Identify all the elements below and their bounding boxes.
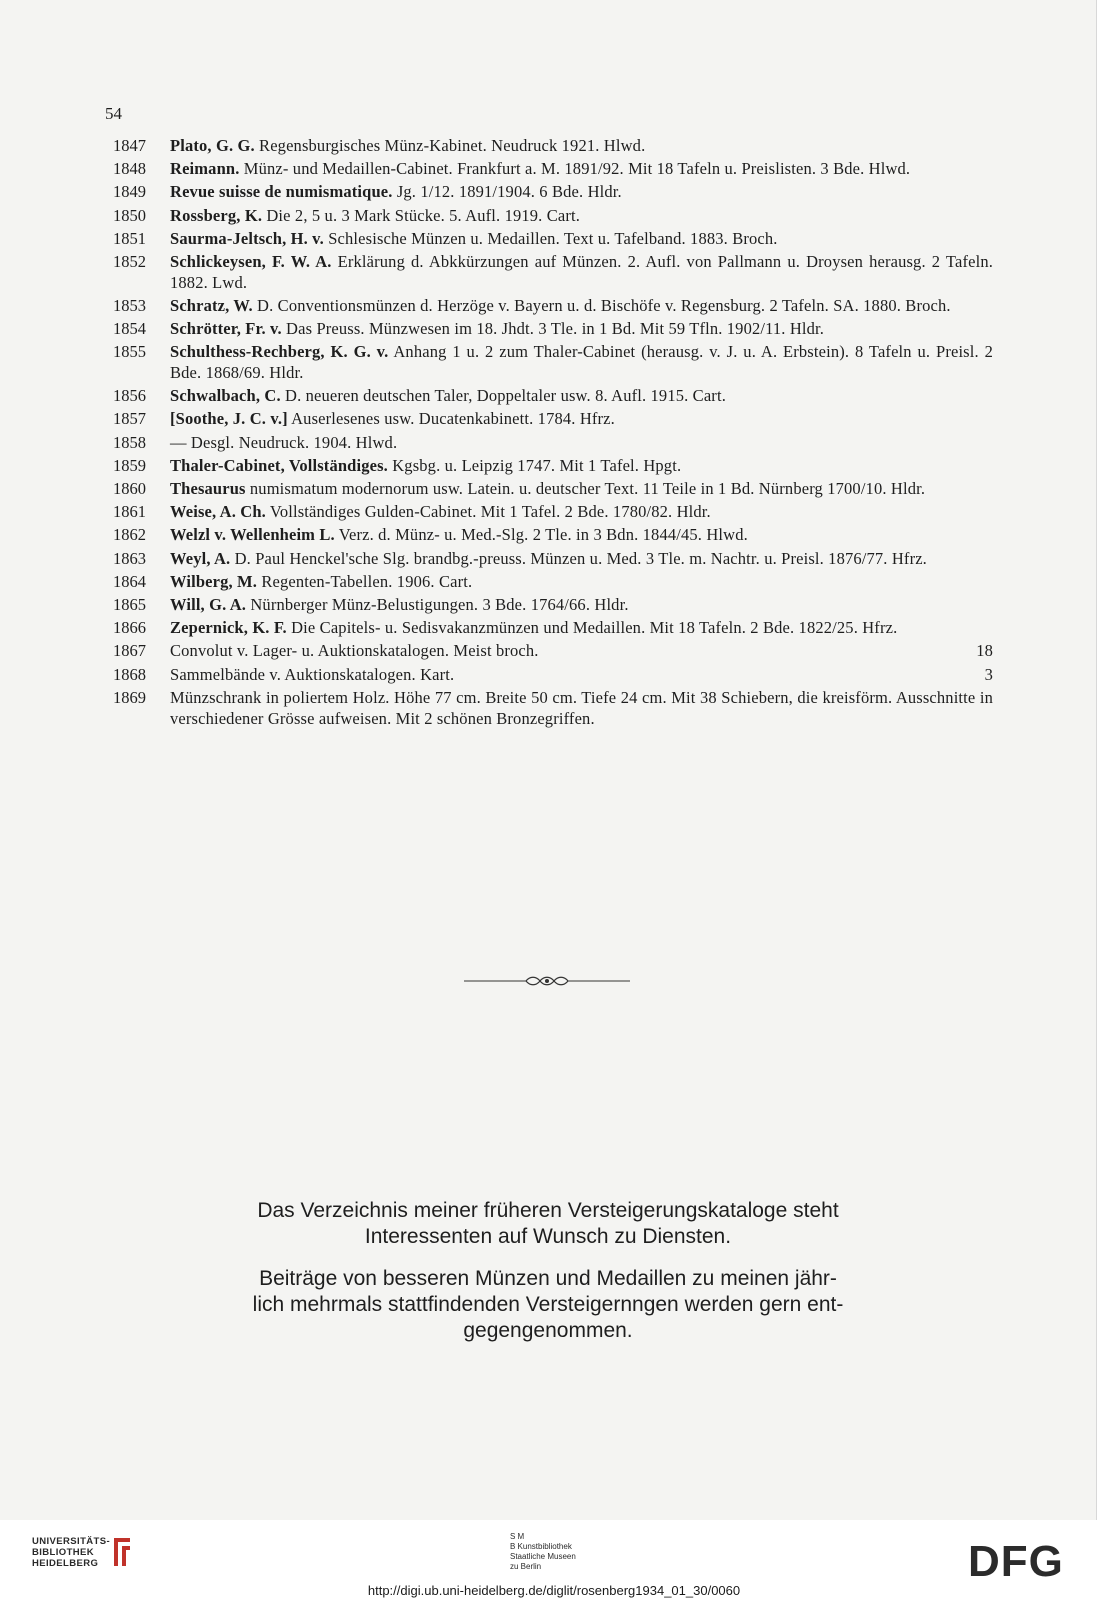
entry-description: Schlesische Münzen u. Medaillen. Text u. Tafelband. 1883. Broch. <box>323 228 778 248</box>
catalog-entry <box>113 641 993 662</box>
entry-author: Weyl, A. <box>170 548 231 568</box>
catalog-entry <box>113 479 993 500</box>
entry-description: D. Conventionsmünzen d. Herzöge v. Bayern u. d. Bischöfe v. Regensburg. 2 Tafeln. SA. 1880. Broch. <box>252 295 951 315</box>
page-number: 54 <box>105 104 122 123</box>
catalog-entry <box>113 572 993 593</box>
entry-description: Anhang 1 u. 2 zum Thaler-Cabinet (herausg. v. J. u. A. Erbstein). 8 Tafeln u. Preisl. 2 Bde. 1868/69. Hldr. <box>170 342 993 383</box>
ornament-divider <box>464 974 630 988</box>
catalog-entry <box>113 549 993 570</box>
entry-author: Schrötter, Fr. v. <box>170 319 282 339</box>
entry-number: 1854 <box>113 319 146 339</box>
entry-description: Kgsbg. u. Leipzig 1747. Mit 1 Tafel. Hpgt. <box>387 455 682 475</box>
entry-text <box>170 296 993 317</box>
entry-price: 18 <box>976 641 993 661</box>
dfg-logo: DFG <box>968 1537 1064 1586</box>
entry-text <box>170 618 993 639</box>
entry-author: Saurma-Jeltsch, H. v. <box>170 228 324 248</box>
entry-text <box>170 456 993 477</box>
entry-number: 1861 <box>113 502 146 522</box>
entry-description: Die 2, 5 u. 3 Mark Stücke. 5. Aufl. 1919. Cart. <box>262 205 581 225</box>
catalog-entry <box>113 252 993 294</box>
entry-description: Münz- und Medaillen-Cabinet. Frankfurt a. M. 1891/92. Mit 18 Tafeln u. Preislisten. 3 Bde. Hlwd. <box>239 159 911 179</box>
catalog-entry <box>113 525 993 546</box>
entry-number: 1859 <box>113 455 146 475</box>
notice-line: Interessenten auf Wunsch zu Diensten. <box>364 1225 732 1248</box>
entry-author: Weise, A. Ch. <box>170 502 266 522</box>
entry-description: D. Paul Henckel'sche Slg. brandbg.-preuss. Münzen u. Med. 3 Tle. m. Nachtr. u. Preisl. 1876/77. Hfrz. <box>230 548 927 568</box>
ub-line: HEIDELBERG <box>32 1558 99 1569</box>
catalog-entry <box>113 409 993 430</box>
entry-description: Die Capitels- u. Sedisvakanzmünzen und Medaillen. Mit 18 Tafeln. 2 Bde. 1822/25. Hfrz. <box>286 618 898 638</box>
smb-line: zu Berlin <box>510 1562 542 1571</box>
entry-text <box>170 665 993 686</box>
entry-number: 1848 <box>113 159 146 179</box>
catalog-entry <box>113 433 993 454</box>
entry-text <box>170 206 993 227</box>
entry-author: Reimann. <box>170 159 240 179</box>
notice-line: Beiträge von besseren Münzen und Medaillen zu meinen jähr- <box>259 1267 837 1290</box>
entry-description: Vollständiges Gulden-Cabinet. Mit 1 Tafel. 2 Bde. 1780/82. Hldr. <box>265 502 711 522</box>
catalog-entry <box>113 182 993 203</box>
entry-text <box>170 641 993 662</box>
entry-author: Schratz, W. <box>170 295 253 315</box>
entry-author: Schlickeysen, F. W. A. <box>170 251 332 271</box>
entry-number: 1866 <box>113 618 146 638</box>
entry-text <box>170 252 993 294</box>
entry-number: 1865 <box>113 594 146 614</box>
entry-author: Thesaurus <box>170 479 246 499</box>
entry-author: Revue suisse de numismatique. <box>170 182 393 202</box>
entry-number: 1857 <box>113 409 146 429</box>
entry-description: Regenten-Tabellen. 1906. Cart. <box>257 571 473 591</box>
entry-number: 1868 <box>113 664 146 684</box>
catalog-entry <box>113 618 993 639</box>
smb-kunstbibliothek-logo-text <box>510 1532 576 1572</box>
entry-author: Rossberg, K. <box>170 205 263 225</box>
catalog-entry <box>113 502 993 523</box>
entry-description: numismatum modernorum usw. Latein. u. deutscher Text. 11 Teile in 1 Bd. Nürnberg 1700/10. Hldr. <box>245 479 926 499</box>
entry-number: 1860 <box>113 479 146 499</box>
entry-number: 1864 <box>113 571 146 591</box>
ub-line: BIBLIOTHEK <box>32 1547 95 1558</box>
entry-text <box>170 409 993 430</box>
notice-paragraph-1 <box>170 1198 926 1250</box>
entry-text <box>170 182 993 203</box>
catalog-entry <box>113 159 993 180</box>
entry-number: 1850 <box>113 205 146 225</box>
entry-description: Jg. 1/12. 1891/1904. 6 Bde. Hldr. <box>392 182 622 202</box>
entry-text <box>170 136 993 157</box>
entry-author: Schulthess-Rechberg, K. G. v. <box>170 342 389 362</box>
catalog-entry <box>113 229 993 250</box>
catalog-entry <box>113 595 993 616</box>
entry-author: Thaler-Cabinet, Vollständiges. <box>170 455 388 475</box>
catalog-entry <box>113 456 993 477</box>
entry-number: 1862 <box>113 525 146 545</box>
entry-author: Zepernick, K. F. <box>170 618 287 638</box>
catalog-entry <box>113 688 993 730</box>
university-library-logo-text <box>32 1536 110 1569</box>
catalog-entry <box>113 206 993 227</box>
entry-description: Das Preuss. Münzwesen im 18. Jhdt. 3 Tle. in 1 Bd. Mit 59 Tfln. 1902/11. Hldr. <box>281 319 825 339</box>
entry-text <box>170 319 993 340</box>
entry-author: [Soothe, J. C. v.] <box>170 409 288 429</box>
entry-number: 1852 <box>113 251 146 271</box>
entry-number: 1869 <box>113 687 146 707</box>
catalog-entry <box>113 296 993 317</box>
entry-number: 1856 <box>113 386 146 406</box>
entry-text <box>170 688 993 730</box>
catalog-entry <box>113 342 993 384</box>
catalog-entry <box>113 136 993 157</box>
notice-line: gegengenommen. <box>463 1319 633 1342</box>
entry-number: 1853 <box>113 295 146 315</box>
entry-text <box>170 229 993 250</box>
entry-number: 1863 <box>113 548 146 568</box>
smb-line: Staatliche Museen <box>510 1552 576 1561</box>
entry-number: 1867 <box>113 641 146 661</box>
ub-line: UNIVERSITÄTS- <box>32 1536 111 1547</box>
entry-text <box>170 342 993 384</box>
entry-number: 1847 <box>113 136 146 155</box>
smb-line: S M <box>510 1532 525 1541</box>
smb-line: B Kunstbibliothek <box>510 1542 572 1551</box>
catalog-entry <box>113 319 993 340</box>
notice-paragraph-2 <box>170 1266 926 1344</box>
entry-text <box>170 595 993 616</box>
entry-number: 1855 <box>113 342 146 362</box>
entry-description: Erklärung d. Abkkürzungen auf Münzen. 2. Aufl. von Pallmann u. Droysen herausg. 2 Tafeln. 1882. Lwd. <box>170 251 993 292</box>
catalog-entry <box>113 386 993 407</box>
entry-text <box>170 525 993 546</box>
notice-line: Das Verzeichnis meiner früheren Versteigerungskataloge steht <box>257 1199 839 1222</box>
entry-text <box>170 433 993 454</box>
entry-number: 1858 <box>113 432 146 452</box>
entry-description: D. neueren deutschen Taler, Doppeltaler usw. 8. Aufl. 1915. Cart. <box>280 386 726 406</box>
notice-line: lich mehrmals stattfindenden Versteigernngen werden gern ent- <box>252 1293 844 1316</box>
entry-author: Welzl v. Wellenheim L. <box>170 525 335 545</box>
entry-text <box>170 386 993 407</box>
source-url-link[interactable]: http://digi.ub.uni-heidelberg.de/diglit/rosenberg1934_01_30/0060 <box>367 1583 741 1598</box>
publisher-notice <box>170 1198 926 1360</box>
catalog-entry <box>113 665 993 686</box>
entry-description: Münzschrank in poliertem Holz. Höhe 77 cm. Breite 50 cm. Tiefe 24 cm. Mit 38 Schiebern, die kreisförm. Ausschnitte in verschiedener Grösse aufweisen. Mit 2 schönen Bronzegriffen. <box>170 687 993 728</box>
digitization-footer <box>0 1520 1108 1600</box>
entry-description: — Desgl. Neudruck. 1904. Hlwd. <box>170 432 398 452</box>
entry-number: 1851 <box>113 228 146 248</box>
entry-text <box>170 549 993 570</box>
entry-text <box>170 479 993 500</box>
entry-description: Regensburgisches Münz-Kabinet. Neudruck 1921. Hlwd. <box>254 136 646 155</box>
entry-description: Sammelbände v. Auktionskatalogen. Kart. <box>170 664 455 684</box>
entry-number: 1849 <box>113 182 146 202</box>
catalog-entries <box>113 136 993 732</box>
entry-author: Wilberg, M. <box>170 571 258 591</box>
entry-description: Verz. d. Münz- u. Med.-Slg. 2 Tle. in 3 Bdn. 1844/45. Hlwd. <box>334 525 748 545</box>
entry-text <box>170 159 993 180</box>
entry-text <box>170 502 993 523</box>
entry-author: Schwalbach, C. <box>170 386 281 406</box>
entry-author: Will, G. A. <box>170 594 247 614</box>
entry-description: Nürnberger Münz-Belustigungen. 3 Bde. 1764/66. Hldr. <box>246 594 629 614</box>
entry-price: 3 <box>984 664 993 684</box>
entry-author: Plato, G. G. <box>170 136 255 155</box>
entry-description: Convolut v. Lager- u. Auktionskatalogen. Meist broch. <box>170 641 539 661</box>
entry-text <box>170 572 993 593</box>
ub-heidelberg-logo-icon <box>110 1534 134 1570</box>
entry-description: Auserlesenes usw. Ducatenkabinett. 1784. Hfrz. <box>287 409 615 429</box>
